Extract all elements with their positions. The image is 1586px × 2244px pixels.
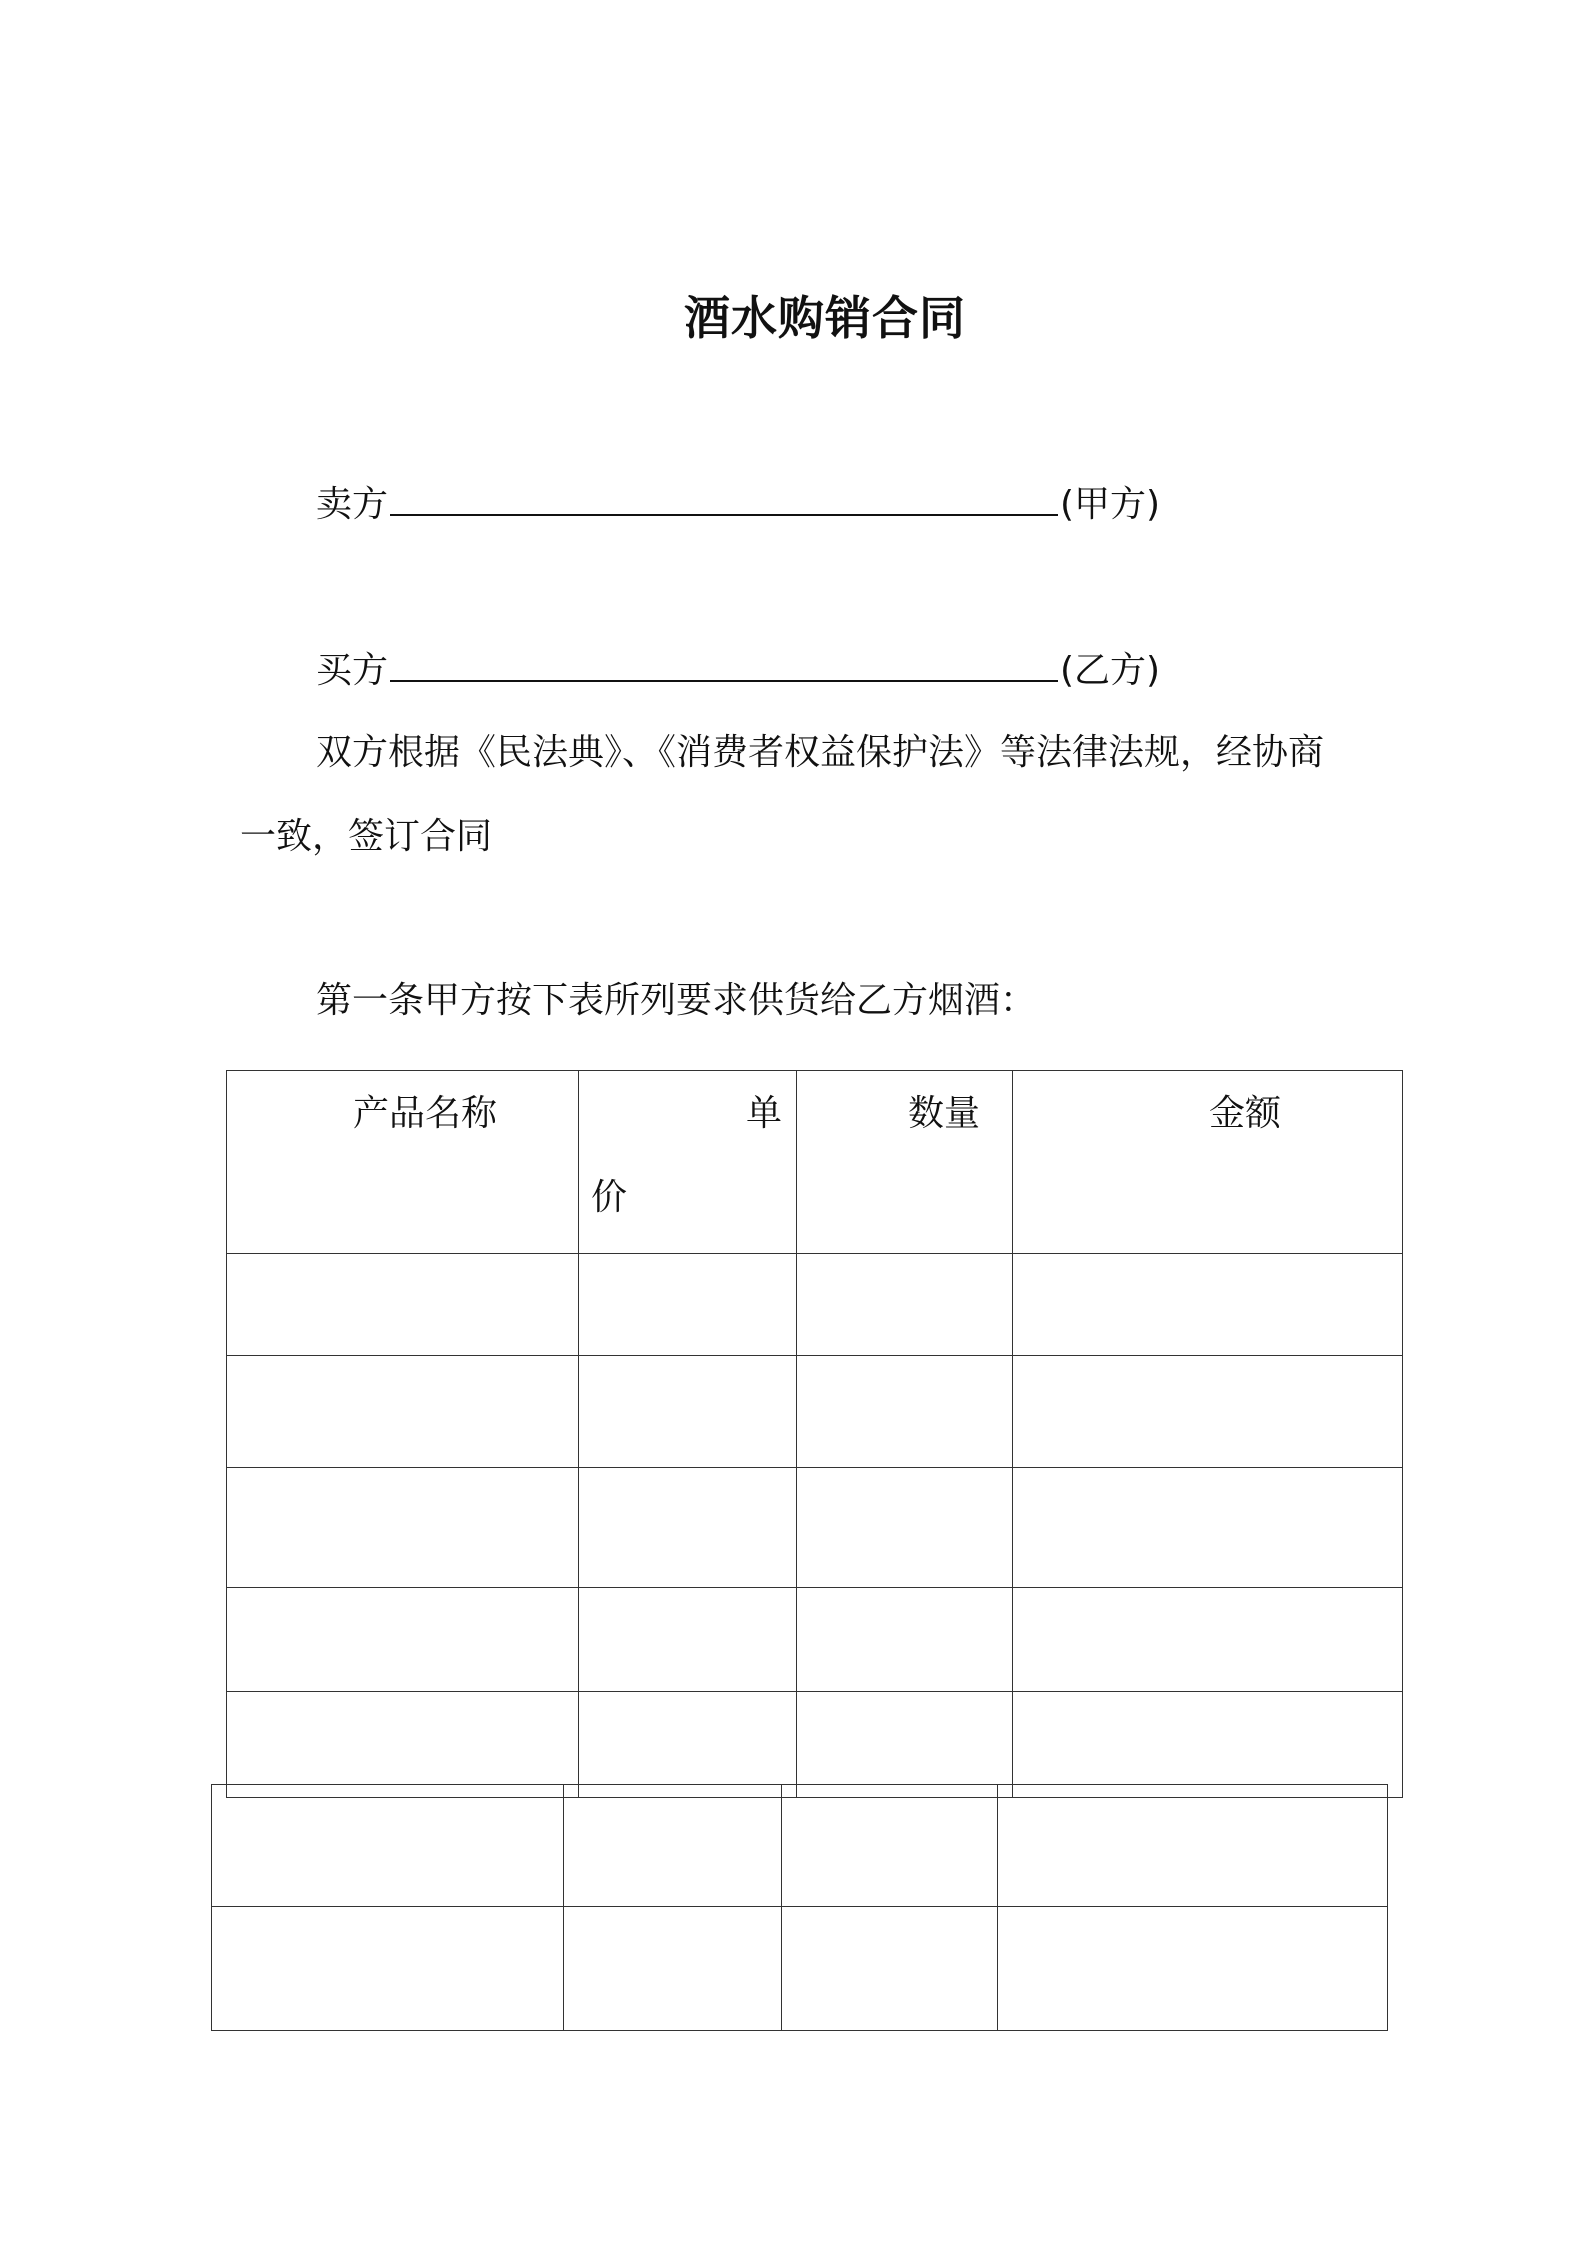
- cell-amount[interactable]: [998, 1907, 1388, 2031]
- cell-unit-price[interactable]: [564, 1907, 782, 2031]
- table-row: [212, 1785, 1388, 1907]
- cell-unit-price[interactable]: [564, 1785, 782, 1907]
- header-unit-price-part2: 价: [591, 1177, 628, 1218]
- product-table: [226, 1070, 1403, 1798]
- cell-product-name[interactable]: [227, 1356, 579, 1468]
- buyer-label: 买方: [316, 650, 389, 691]
- header-unit-price-part1: 单: [745, 1093, 782, 1134]
- cell-amount[interactable]: [1013, 1468, 1403, 1588]
- cell-unit-price[interactable]: [579, 1588, 797, 1692]
- cell-product-name[interactable]: [212, 1907, 564, 2031]
- seller-suffix: (甲方): [1060, 484, 1161, 525]
- cell-quantity[interactable]: [797, 1254, 1013, 1356]
- document-title: 酒水购销合同: [684, 291, 966, 345]
- table-row: [227, 1692, 1403, 1798]
- buyer-line: [316, 642, 1160, 693]
- article-1: 第一条甲方按下表所列要求供货给乙方烟酒：: [316, 980, 1037, 1021]
- cell-unit-price[interactable]: [579, 1692, 797, 1798]
- header-product-name: 产品名称: [227, 1071, 579, 1254]
- cell-quantity[interactable]: [797, 1692, 1013, 1798]
- cell-amount[interactable]: [1013, 1356, 1403, 1468]
- cell-amount[interactable]: [1013, 1692, 1403, 1798]
- cell-unit-price[interactable]: [579, 1254, 797, 1356]
- cell-quantity[interactable]: [782, 1907, 998, 2031]
- cell-quantity[interactable]: [797, 1356, 1013, 1468]
- cell-quantity[interactable]: [797, 1468, 1013, 1588]
- table-row: [227, 1356, 1403, 1468]
- cell-unit-price[interactable]: [579, 1356, 797, 1468]
- table-row: [227, 1468, 1403, 1588]
- seller-blank[interactable]: [390, 484, 1058, 516]
- cell-product-name[interactable]: [227, 1692, 579, 1798]
- cell-amount[interactable]: [1013, 1254, 1403, 1356]
- header-unit-price: [579, 1071, 797, 1254]
- cell-quantity[interactable]: [782, 1785, 998, 1907]
- table-row: [212, 1907, 1388, 2031]
- header-amount: 金额: [1013, 1071, 1403, 1254]
- intro-line-1: 双方根据《民法典》、《消费者权益保护法》等法律法规，经协商: [316, 732, 1325, 773]
- cell-product-name[interactable]: [227, 1254, 579, 1356]
- cell-product-name[interactable]: [212, 1785, 564, 1907]
- cell-amount[interactable]: [998, 1785, 1388, 1907]
- buyer-suffix: (乙方): [1060, 650, 1161, 691]
- product-table-continued: [211, 1784, 1388, 2031]
- table-row: [227, 1254, 1403, 1356]
- cell-unit-price[interactable]: [579, 1468, 797, 1588]
- seller-label: 卖方: [316, 484, 389, 525]
- cell-amount[interactable]: [1013, 1588, 1403, 1692]
- cell-product-name[interactable]: [227, 1468, 579, 1588]
- cell-product-name[interactable]: [227, 1588, 579, 1692]
- table-row: [227, 1588, 1403, 1692]
- seller-line: [316, 476, 1160, 527]
- buyer-blank[interactable]: [390, 650, 1058, 682]
- header-quantity: 数量: [797, 1071, 1013, 1254]
- intro-line-2: 一致，签订合同: [240, 816, 493, 857]
- table-header-row: [227, 1071, 1403, 1254]
- cell-quantity[interactable]: [797, 1588, 1013, 1692]
